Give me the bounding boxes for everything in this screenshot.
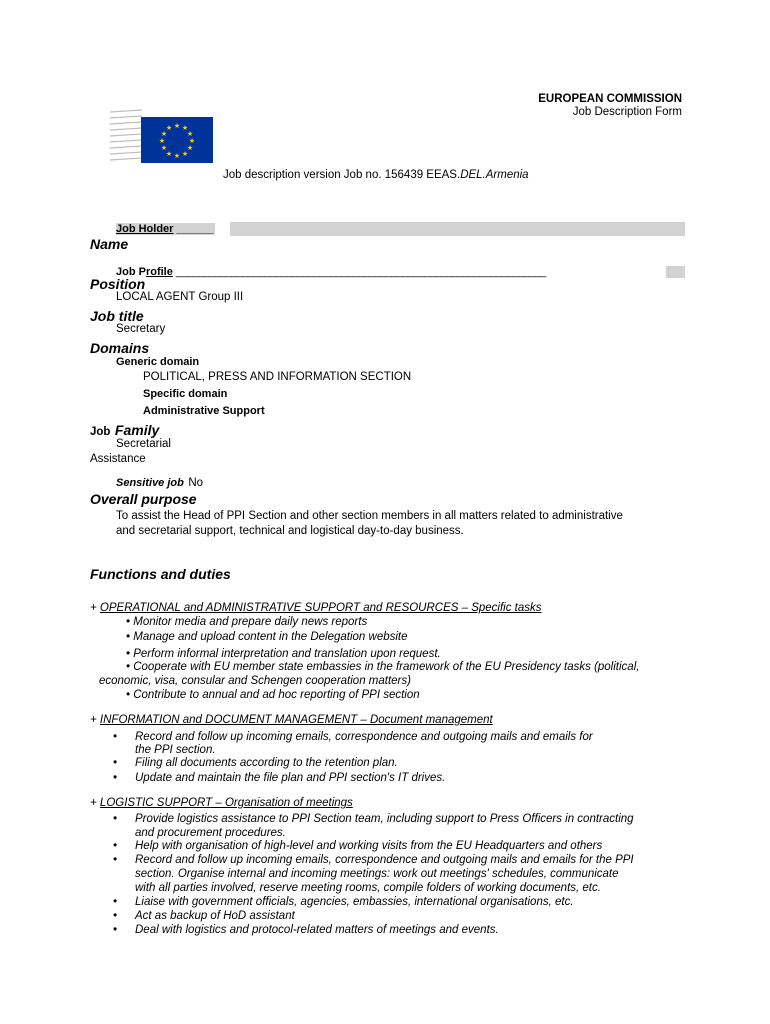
job-profile-label — [116, 266, 546, 278]
svg-text:★: ★ — [181, 150, 189, 158]
list-item-text: Filing all documents according to the retention plan. — [135, 757, 398, 769]
group-title-logistic: + LOGISTIC SUPPORT – Organisation of meetings — [90, 797, 353, 809]
job-family-value-1: Secretarial — [116, 438, 171, 450]
list-item: • Record and follow up incoming emails, correspondence and outgoing mails and emails for — [113, 731, 593, 743]
position-heading: Position — [90, 276, 146, 292]
list-item: • Liaise with government officials, agencies, embassies, international organisations, etc. — [113, 896, 574, 908]
version-suffix: DEL.Armenia — [460, 169, 529, 181]
specific-domain-label: Specific domain — [143, 388, 228, 400]
job-title-value: Secretary — [116, 323, 166, 335]
svg-text:★: ★ — [160, 144, 168, 152]
list-item-continuation: economic, visa, consular and Schengen cooperation matters) — [99, 675, 411, 687]
group-title-text: LOGISTIC SUPPORT – Organisation of meetings — [99, 797, 353, 809]
list-item: • Monitor media and prepare daily news reports — [126, 616, 368, 628]
svg-text:★: ★ — [186, 144, 194, 152]
job-profile-rest: rofile — [145, 266, 173, 278]
list-item-text: Contribute to annual and ad hoc reporting of PPI section — [133, 689, 420, 701]
list-item-continuation: with all parties involved, reserve meeting rooms, compile folders of working documents, etc. — [135, 882, 601, 894]
job-profile-blank: ___________________________________________________________________ — [175, 266, 546, 278]
job-family-label: Job — [90, 426, 111, 438]
eu-logo — [108, 104, 218, 166]
list-item: • Provide logistics assistance to PPI Section team, including support to Press Officers in contracting — [113, 813, 634, 825]
list-item-continuation: and procurement procedures. — [135, 827, 286, 839]
list-item-text: Record and follow up incoming emails, correspondence and outgoing mails and emails for the PPI — [135, 854, 634, 866]
functions-heading: Functions and duties — [90, 566, 231, 582]
generic-domain-value: POLITICAL, PRESS AND INFORMATION SECTION — [143, 371, 412, 383]
svg-text:★: ★ — [160, 130, 168, 138]
name-heading: Name — [90, 236, 129, 252]
list-item: • Help with organisation of high-level and working visits from the EU Headquarters and others — [113, 840, 603, 852]
sensitive-label: Sensitive job — [116, 477, 184, 489]
specific-domain-value: Administrative Support — [143, 405, 265, 417]
svg-text:★: ★ — [165, 124, 173, 132]
sensitive-value: No — [188, 477, 204, 489]
sensitive-job — [116, 473, 203, 491]
job-holder-blank: ______ — [176, 223, 214, 235]
list-item-continuation: the PPI section. — [135, 744, 216, 756]
list-item-text: Monitor media and prepare daily news reports — [133, 616, 368, 628]
svg-text:★: ★ — [165, 150, 173, 158]
svg-text:★: ★ — [181, 124, 189, 132]
list-item-text: Manage and upload content in the Delegation website — [133, 631, 408, 643]
list-item: • Cooperate with EU member state embassies in the framework of the EU Presidency tasks (political, — [126, 661, 640, 673]
svg-text:★: ★ — [186, 130, 194, 138]
generic-domain-label: Generic domain — [116, 356, 200, 368]
list-item-text: Help with organisation of high-level and working visits from the EU Headquarters and others — [135, 840, 603, 852]
list-item-text: Record and follow up incoming emails, correspondence and outgoing mails and emails for — [135, 731, 593, 743]
job-profile-bar — [666, 266, 685, 278]
job-family-value-2: Assistance — [90, 453, 146, 465]
list-item: • Act as backup of HoD assistant — [113, 910, 295, 922]
job-profile-prefix: Job P — [116, 266, 146, 278]
list-item: • Manage and upload content in the Delegation website — [126, 631, 408, 643]
svg-text:★: ★ — [158, 137, 166, 145]
overall-purpose-line-2: and secretarial support, technical and logistical day-to-day business. — [116, 525, 464, 537]
eu-flag-icon — [108, 104, 218, 166]
list-item: • Filing all documents according to the retention plan. — [113, 757, 398, 769]
position-value: LOCAL AGENT Group III — [116, 291, 244, 303]
list-item: • Contribute to annual and ad hoc reporting of PPI section — [126, 689, 420, 701]
org-name: EUROPEAN COMMISSION — [538, 93, 682, 105]
job-title-heading: Job title — [90, 308, 144, 324]
list-item-text: Deal with logistics and protocol-related matters of meetings and events. — [135, 924, 499, 936]
domains-heading: Domains — [90, 340, 150, 356]
svg-text:★: ★ — [188, 137, 196, 145]
overall-purpose-line-1: To assist the Head of PPI Section and other section members in all matters related to administrative — [116, 510, 623, 522]
job-holder-label — [116, 223, 215, 235]
list-item-text: Act as backup of HoD assistant — [135, 910, 295, 922]
list-item-text: Update and maintain the file plan and PPI section's IT drives. — [135, 772, 446, 784]
version-line — [223, 169, 529, 181]
job-family-heading-text: Family — [114, 422, 160, 438]
list-item: • Perform informal interpretation and translation upon request. — [126, 648, 441, 660]
list-item: • Update and maintain the file plan and PPI section's IT drives. — [113, 772, 446, 784]
svg-text:★: ★ — [173, 152, 181, 160]
overall-purpose-heading: Overall purpose — [90, 491, 197, 507]
job-holder-text: Job Holder — [116, 223, 174, 235]
list-item: • Record and follow up incoming emails, correspondence and outgoing mails and emails for the PPI — [113, 854, 634, 866]
list-item-text: Provide logistics assistance to PPI Section team, including support to Press Officers in contracting — [135, 813, 634, 825]
list-item: • Deal with logistics and protocol-related matters of meetings and events. — [113, 924, 499, 936]
list-item-text: Perform informal interpretation and translation upon request. — [133, 648, 441, 660]
list-item-text: Liaise with government officials, agencies, embassies, international organisations, etc. — [135, 896, 574, 908]
job-holder-bar — [230, 222, 685, 236]
group-title-information: + INFORMATION and DOCUMENT MANAGEMENT – Document management — [90, 714, 493, 726]
form-title: Job Description Form — [572, 106, 682, 118]
group-title-text: INFORMATION and DOCUMENT MANAGEMENT – Document management — [99, 714, 493, 726]
list-item-text: Cooperate with EU member state embassies in the framework of the EU Presidency tasks (political, — [133, 661, 640, 673]
list-item-continuation: section. Organise internal and incoming meetings: work out meetings' schedules, communicate — [135, 868, 619, 880]
group-title-operational: + OPERATIONAL and ADMINISTRATIVE SUPPORT and RESOURCES – Specific tasks — [90, 602, 542, 614]
version-prefix: Job description version Job no. 156439 EEAS. — [223, 169, 461, 181]
svg-text:★: ★ — [173, 122, 181, 130]
group-title-text: OPERATIONAL and ADMINISTRATIVE SUPPORT and RESOURCES – Specific tasks — [99, 602, 542, 614]
